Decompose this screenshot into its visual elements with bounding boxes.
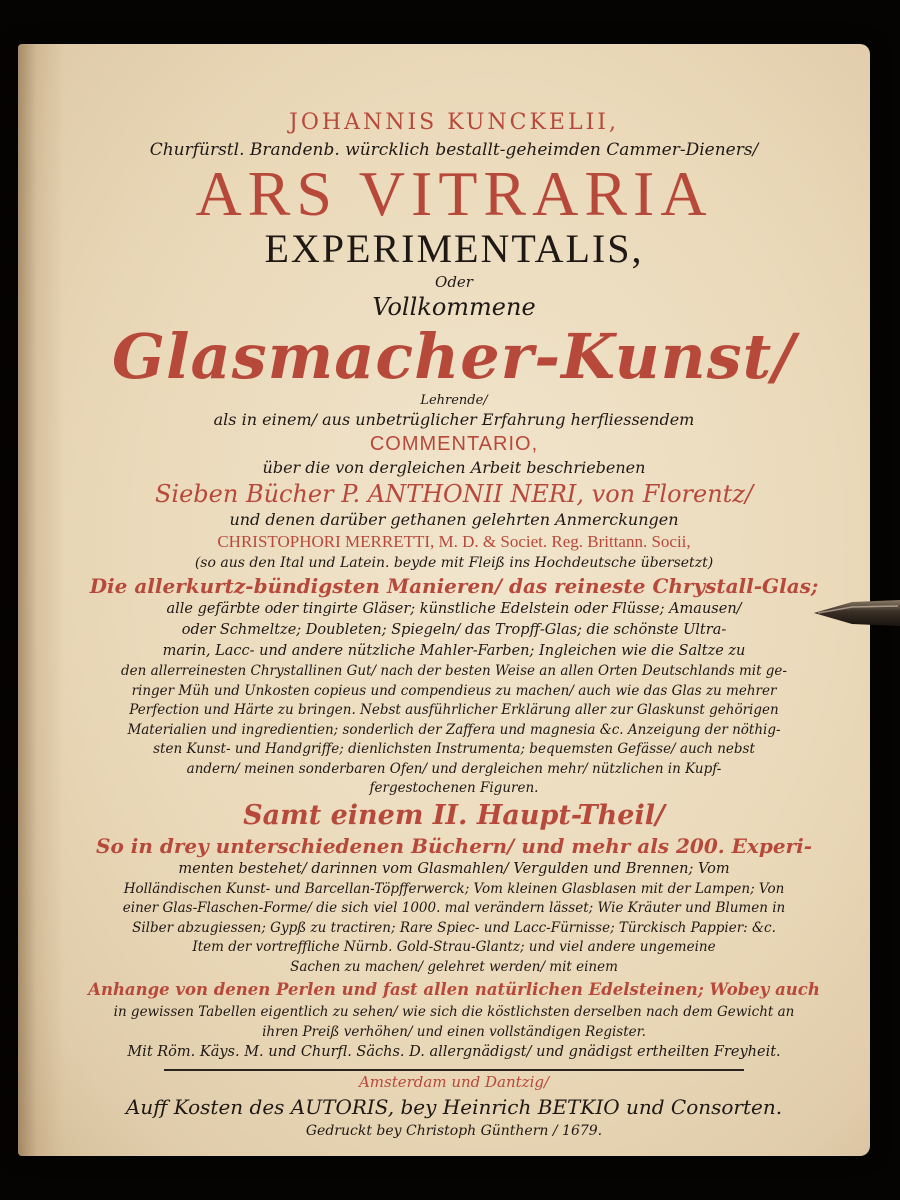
vollkommene-text: Vollkommene: [372, 293, 536, 321]
amsterdam-text: Amsterdam und Dantzig/: [358, 1073, 550, 1091]
als-in-einem-text: als in einem/ aus unbetrüglicher Erfahrung herfliessendem: [213, 410, 695, 429]
author-title: Churfürstl. Brandenb. würcklich bestallt-geheimden Cammer-Dieners/: [149, 140, 759, 160]
und-denen-text: und denen darüber gethanen gelehrten Anmerckungen: [229, 510, 679, 529]
sieben-buecher-text: Sieben Bücher P. ANTHONII NERI, von Florentz/: [154, 480, 754, 508]
oder-text: Oder: [435, 273, 473, 291]
samt-einem-heading: Samt einem II. Haupt-Theil/: [243, 799, 665, 831]
body-line: Perfection und Härte zu bringen. Nebst ausführlicher Erklärung aller zur Glaskunst gehörigen: [129, 702, 779, 718]
body-line: Materialien und ingredientien; sonderlich der Zaffera und magnesia &c. Anzeigung der nöthig-: [127, 721, 781, 738]
anhange-text: Anhange von denen Perlen und fast allen natürlichen Edelsteinen; Wobey auch: [88, 980, 820, 999]
pen-nib-pointer-icon: [812, 598, 900, 628]
merretti-text: CHRISTOPHORI MERRETTI, M. D. & Societ. Reg. Brittann. Socii,: [217, 532, 691, 551]
lehrende-text: Lehrende/: [420, 393, 488, 408]
ueber-die-text: über die von dergleichen Arbeit beschriebenen: [262, 458, 646, 477]
allerkurtz-text: Die allerkurtz-bündigsten Manieren/ das reineste Chrystall-Glas;: [89, 574, 819, 598]
body-line: fergestochenen Figuren.: [369, 780, 539, 796]
commentario-text: COMMENTARIO,: [369, 433, 539, 455]
part2-line: einer Glas-Flaschen-Forme/ die sich viel 1000. mal verändern lässet; Wie Kräuter und Blumen in: [122, 900, 786, 916]
auff-kosten-text: Auff Kosten des AUTORIS, bey Heinrich BETKIO und Consorten.: [125, 1095, 783, 1119]
so-in-drey-text: So in drey unterschiedenen Büchern/ und mehr als 200. Experi-: [96, 833, 812, 858]
part2-line: Sachen zu machen/ gelehret werden/ mit einem: [290, 958, 618, 975]
body-line: ringer Müh und Unkosten copieus und compendieus zu machen/ auch wie das Glas zu mehrer: [131, 682, 777, 699]
final-line: in gewissen Tabellen eigentlich zu sehen/ wie sich die köstlichsten derselben nach dem Gewicht an: [113, 1004, 795, 1020]
sub-title: EXPERIMENTALIS,: [264, 226, 644, 271]
final-line: ihren Preiß verhöhen/ und einen vollständigen Register.: [262, 1023, 646, 1040]
page-binding-edge: [18, 44, 64, 1156]
main-title: ARS VITRARIA: [195, 162, 713, 226]
part2-line: Holländischen Kunst- und Barcellan-Töpfferwerck; Vom kleinen Glasblasen mit der Lampen; Von: [123, 880, 785, 897]
part2-line: Silber abzugiessen; Gypß zu tractiren; Rare Spiec- und Lacc-Fürnisse; Türckisch Pappier: &c.: [132, 919, 776, 936]
body-line: sten Kunst- und Handgriffe; dienlichsten Instrumenta; bequemsten Gefässe/ auch nebst: [153, 741, 755, 757]
title-page: [18, 44, 870, 1156]
body-line: alle gefärbte oder tingirte Gläser; künstliche Edelstein oder Flüsse; Amausen/: [166, 601, 742, 617]
glasmacher-title: Glasmacher-Kunst/: [112, 322, 796, 392]
privilege-text: Mit Röm. Käys. M. und Churfl. Sächs. D. allergnädigst/ und gnädigst ertheilten Freyheit.: [127, 1044, 781, 1060]
part2-line: menten bestehet/ darinnen vom Glasmahlen/ Vergulden und Brennen; Vom: [178, 860, 730, 877]
body-line: den allerreinesten Chrystallinen Gut/ nach der besten Weise an allen Orten Deutschlands mit ge-: [121, 663, 787, 679]
gedruckt-text: Gedruckt bey Christoph Günthern / 1679.: [305, 1123, 603, 1139]
so-aus-text: (so aus den Ital und Latein. beyde mit Fleiß ins Hochdeutsche übersetzt): [194, 555, 714, 571]
part2-line: Item der vortreffliche Nürnb. Gold-Strau-Glantz; und viel andere ungemeine: [192, 939, 716, 955]
author-name: JOHANNIS KUNCKELII,: [289, 110, 619, 135]
body-line: oder Schmeltze; Doubleten; Spiegeln/ das Tropff-Glas; die schönste Ultra-: [181, 622, 727, 638]
body-line: marin, Lacc- und andere nützliche Mahler-Farben; Ingleichen wie die Saltze zu: [162, 643, 746, 659]
body-line: andern/ meinen sonderbaren Ofen/ und dergleichen mehr/ nützlichen in Kupf-: [186, 760, 722, 777]
title-page-text: [78, 108, 830, 1141]
